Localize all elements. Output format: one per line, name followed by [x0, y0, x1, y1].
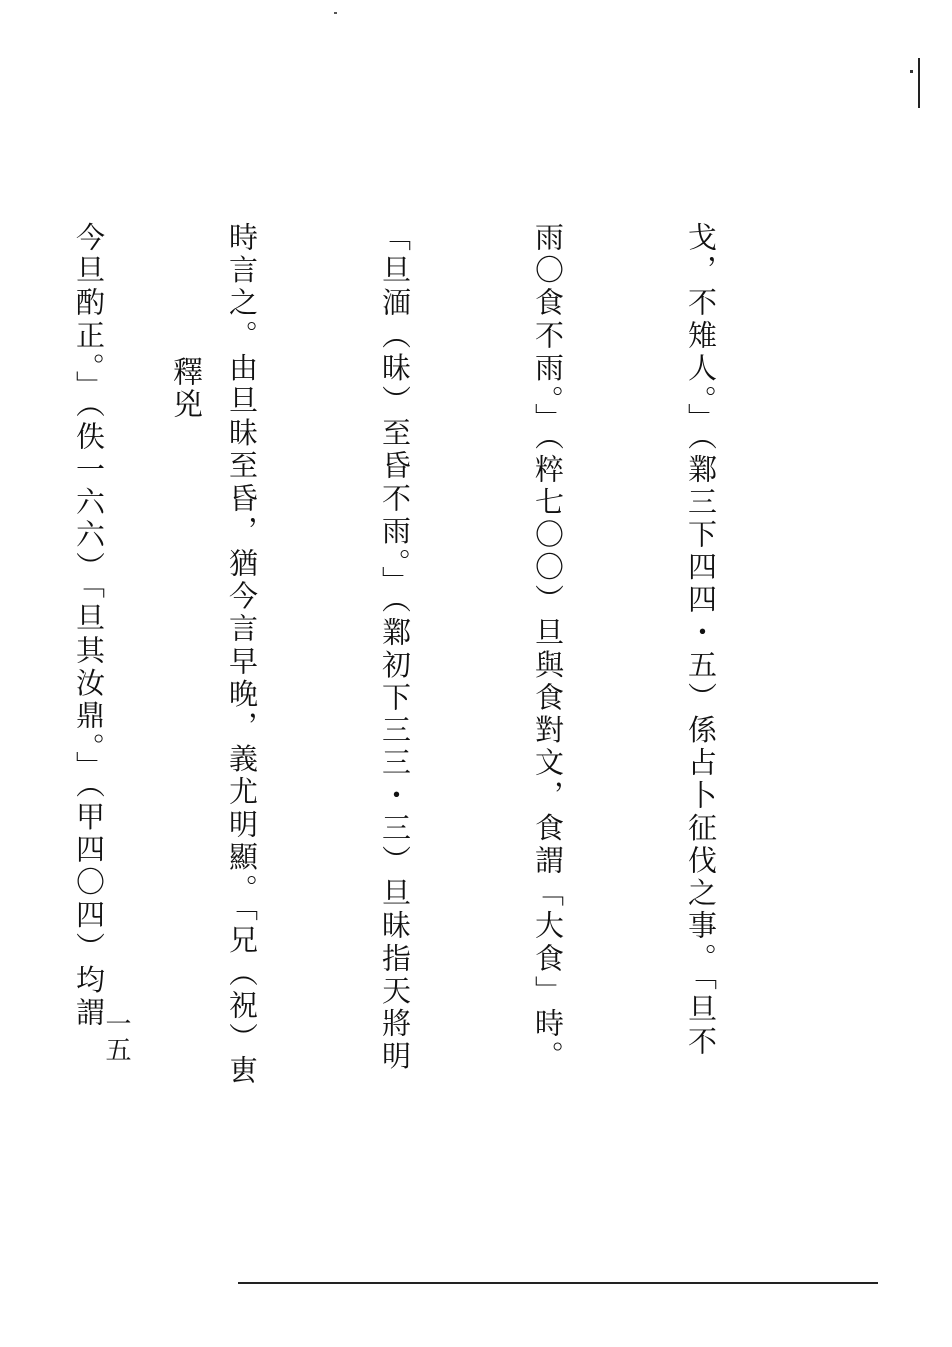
text-column: 「旦湎（昧）至昏不雨。」（鄴初下三三・三）旦昧指天將明: [378, 222, 412, 1074]
bottom-rule: [238, 1282, 878, 1284]
text-column: 時言之。由旦昧至昏，猶今言早晚，義尤明顯。「兄（祝）叀: [225, 222, 259, 1088]
text-column: 雨〇食不雨。」（粹七〇〇）旦與食對文，食謂「大食」時。: [531, 222, 565, 1074]
page-number: 一五: [101, 1010, 131, 1062]
text-column: 戈，不雉人。」（鄴三下四四・五）係占卜征伐之事。「旦不: [684, 222, 718, 1059]
text-column: 今旦酌正。」（佚一六六）「旦其汝鼎。」（甲四〇四）均謂: [72, 222, 106, 1030]
scan-edge-dot: [910, 70, 913, 73]
running-head: 釋兇: [167, 356, 202, 420]
scan-edge-mark: [918, 58, 920, 108]
scan-speck: [334, 12, 337, 14]
